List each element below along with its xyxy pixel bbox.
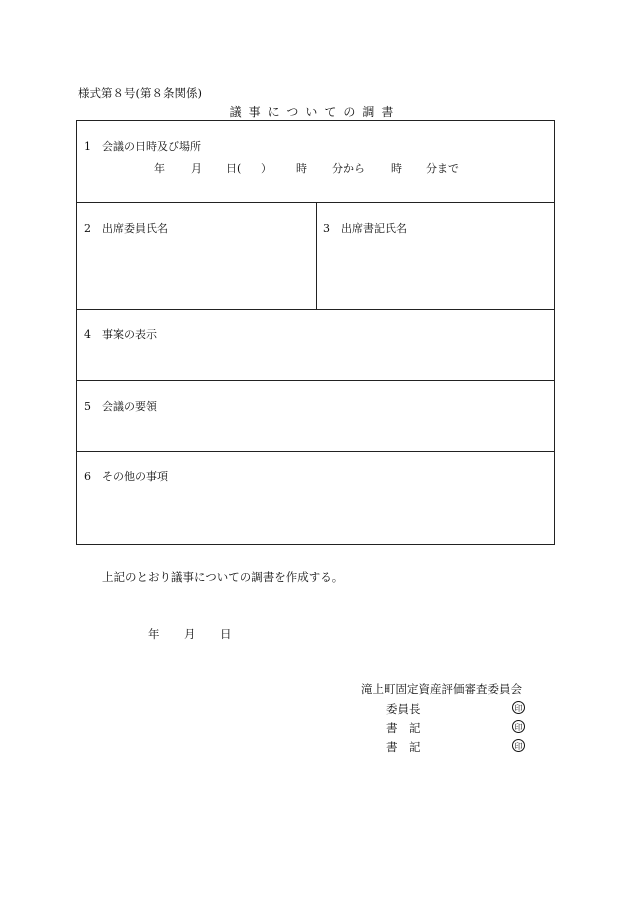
date-month-unit: 月 (184, 627, 196, 641)
seal-icon: 印 (512, 701, 525, 714)
chairperson-title: 委員長 (386, 702, 421, 716)
committee-name: 滝上町固定資産評価審査委員会 (361, 682, 522, 696)
clerk-title: 書 記 (386, 740, 421, 754)
document-title: 議事についての調書 (229, 105, 401, 119)
minute-to-unit: 分まで (426, 162, 459, 175)
date-day-unit: 日 (220, 627, 232, 641)
row-divider (77, 309, 554, 310)
field-other-matters: 6 その他の事項 (84, 470, 168, 483)
field-meeting-datetime-place: 1 会議の日時及び場所 (84, 140, 201, 153)
field-attending-clerks: 3 出席書記氏名 (323, 222, 407, 235)
date-year-unit: 年 (148, 627, 160, 641)
minutes-form-table (76, 120, 555, 545)
certification-statement: 上記のとおり議事についての調書を作成する。 (102, 570, 344, 584)
clerk-title: 書 記 (386, 721, 421, 735)
hour-to-unit: 時 (391, 162, 402, 175)
seal-icon: 印 (512, 739, 525, 752)
field-case-description: 4 事案の表示 (84, 328, 157, 341)
close-paren: ） (261, 162, 272, 175)
seal-icon: 印 (512, 720, 525, 733)
minute-from-unit: 分から (332, 162, 365, 175)
month-unit: 月 (191, 162, 202, 175)
column-divider (316, 202, 317, 309)
hour-from-unit: 時 (296, 162, 307, 175)
form-number: 様式第８号(第８条関係) (78, 86, 202, 100)
field-attending-members: 2 出席委員氏名 (84, 222, 168, 235)
field-meeting-summary: 5 会議の要領 (84, 400, 157, 413)
row-divider (77, 380, 554, 381)
row-divider (77, 451, 554, 452)
year-unit: 年 (154, 162, 165, 175)
day-unit: 日( (226, 162, 242, 175)
